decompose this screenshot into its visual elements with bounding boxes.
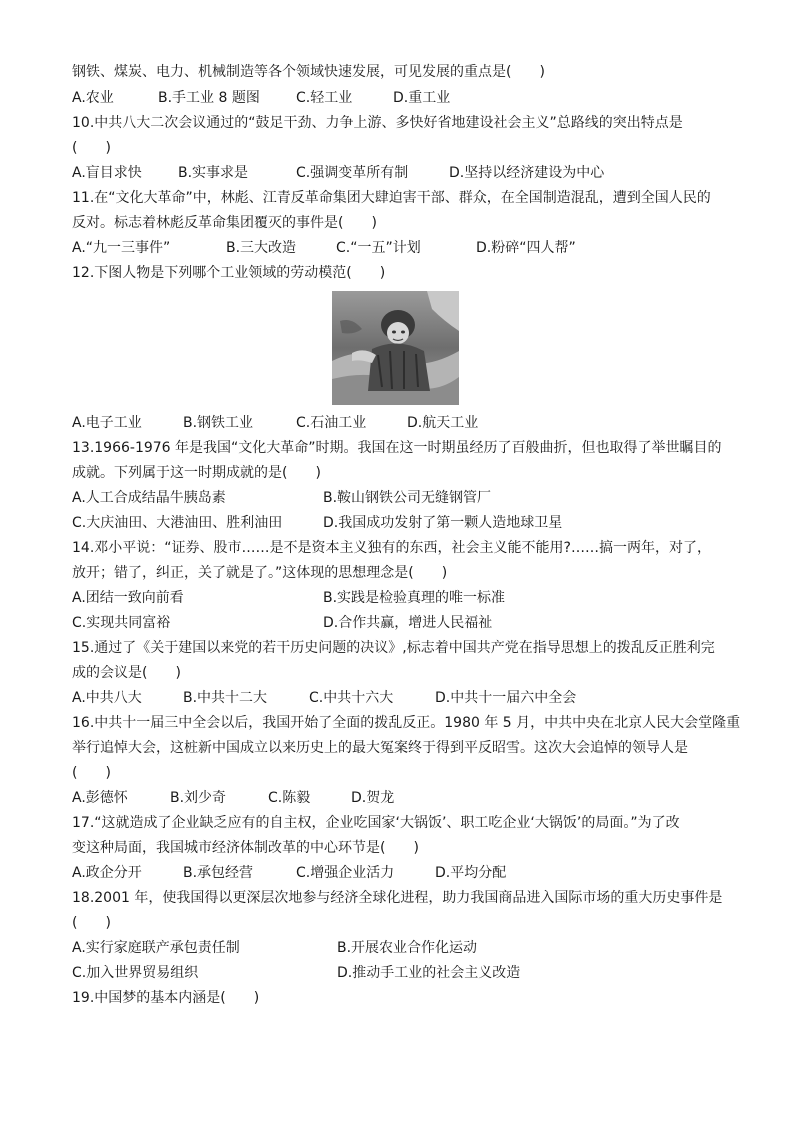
q9-option-b: B.手工业 8 题图 bbox=[158, 90, 260, 106]
q12-stem: 12.下图人物是下列哪个工业领域的劳动模范( ) bbox=[72, 265, 386, 281]
q12-option-a: A.电子工业 bbox=[72, 415, 142, 431]
q15-stem-line1: 15.通过了《关于建国以来党的若干历史问题的决议》,标志着中国共产党在指导思想上的拨乱反正胜利完 bbox=[72, 640, 715, 656]
q17-option-d: D.平均分配 bbox=[435, 865, 507, 881]
q10-stem-line1: 10.中共八大二次会议通过的“鼓足干劲、力争上游、多快好省地建设社会主义”总路线的突出特点是 bbox=[72, 115, 683, 131]
q14-stem-line2: 放开；错了，纠正，关了就是了。”这体现的思想理念是( ) bbox=[72, 565, 448, 581]
q14-option-d: D.合作共赢，增进人民福祉 bbox=[323, 615, 493, 631]
q19-stem: 19.中国梦的基本内涵是( ) bbox=[72, 990, 260, 1006]
q10-option-b: B.实事求是 bbox=[178, 165, 249, 181]
q14-option-b: B.实践是检验真理的唯一标准 bbox=[323, 590, 506, 606]
q10-option-c: C.强调变革所有制 bbox=[296, 165, 409, 181]
q17-stem-line2: 变这种局面，我国城市经济体制改革的中心环节是( ) bbox=[72, 840, 419, 856]
q18-option-d: D.推动手工业的社会主义改造 bbox=[337, 965, 521, 981]
q15-option-d: D.中共十一届六中全会 bbox=[435, 690, 577, 706]
q9-option-c: C.轻工业 bbox=[296, 90, 353, 106]
q17-option-c: C.增强企业活力 bbox=[296, 865, 395, 881]
q11-option-a: A.“九一三事件” bbox=[72, 240, 171, 256]
q12-option-d: D.航天工业 bbox=[407, 415, 479, 431]
q17-option-a: A.政企分开 bbox=[72, 865, 142, 881]
q11-stem-line2: 反对。标志着林彪反革命集团覆灭的事件是( ) bbox=[72, 215, 377, 231]
q13-stem-line2: 成就。下列属于这一时期成就的是( ) bbox=[72, 465, 321, 481]
q16-stem-line1: 16.中共十一届三中全会以后，我国开始了全面的拨乱反正。1980 年 5 月，中共中央在北京人民大会堂隆重 bbox=[72, 715, 741, 731]
q13-option-c: C.大庆油田、大港油田、胜利油田 bbox=[72, 515, 283, 531]
q15-stem-line2: 成的会议是( ) bbox=[72, 665, 181, 681]
q16-option-d: D.贺龙 bbox=[351, 790, 395, 806]
q18-stem-line2: ( ) bbox=[72, 915, 111, 931]
q14-option-a: A.团结一致向前看 bbox=[72, 590, 184, 606]
q18-option-c: C.加入世界贸易组织 bbox=[72, 965, 199, 981]
q17-option-b: B.承包经营 bbox=[183, 865, 254, 881]
q15-option-a: A.中共八大 bbox=[72, 690, 142, 706]
q12-option-b: B.钢铁工业 bbox=[183, 415, 254, 431]
q14-option-c: C.实现共同富裕 bbox=[72, 615, 171, 631]
q16-option-a: A.彭德怀 bbox=[72, 790, 128, 806]
q15-option-b: B.中共十二大 bbox=[183, 690, 268, 706]
q11-option-d: D.粉碎“四人帮” bbox=[476, 240, 576, 256]
q16-stem-line2: 举行追悼大会，这桩新中国成立以来历史上的最大冤案终于得到平反昭雪。这次大会追悼的领导人是 bbox=[72, 740, 688, 756]
q18-option-a: A.实行家庭联产承包责任制 bbox=[72, 940, 240, 956]
q13-option-b: B.鞍山钢铁公司无缝钢管厂 bbox=[323, 490, 492, 506]
q14-stem-line1: 14.邓小平说：“证券、股市……是不是资本主义独有的东西，社会主义能不能用?……搞一两年，对了， bbox=[72, 540, 711, 556]
q13-option-d: D.我国成功发射了第一颗人造地球卫星 bbox=[323, 515, 563, 531]
q18-option-b: B.开展农业合作化运动 bbox=[337, 940, 478, 956]
q9-option-d: D.重工业 bbox=[393, 90, 451, 106]
q16-option-b: B.刘少奇 bbox=[170, 790, 227, 806]
q11-option-b: B.三大改造 bbox=[226, 240, 297, 256]
q9-stem: 钢铁、煤炭、电力、机械制造等各个领域快速发展，可见发展的重点是( ) bbox=[72, 64, 545, 80]
q17-stem-line1: 17.“这就造成了企业缺乏应有的自主权，企业吃国家‘大锅饭’、职工吃企业‘大锅饭’的局面。”为了改 bbox=[72, 815, 680, 831]
q15-option-c: C.中共十六大 bbox=[309, 690, 394, 706]
q16-option-c: C.陈毅 bbox=[268, 790, 311, 806]
q13-option-a: A.人工合成结晶牛胰岛素 bbox=[72, 490, 226, 506]
labor-model-photo bbox=[332, 291, 459, 405]
q10-option-d: D.坚持以经济建设为中心 bbox=[449, 165, 605, 181]
q9-option-a: A.农业 bbox=[72, 90, 114, 106]
labor-model-photo-image bbox=[332, 291, 459, 405]
q10-option-a: A.盲目求快 bbox=[72, 165, 142, 181]
q11-option-c: C.“一五”计划 bbox=[336, 240, 421, 256]
q16-stem-line3: ( ) bbox=[72, 765, 111, 781]
q12-option-c: C.石油工业 bbox=[296, 415, 367, 431]
q18-stem-line1: 18.2001 年，使我国得以更深层次地参与经济全球化进程，助力我国商品进入国际市场的重大历史事件是 bbox=[72, 890, 723, 906]
q13-stem-line1: 13.1966-1976 年是我国“文化大革命”时期。我国在这一时期虽经历了百般曲折，但也取得了举世瞩目的 bbox=[72, 440, 722, 456]
q11-stem-line1: 11.在“文化大革命”中，林彪、江青反革命集团大肆迫害干部、群众，在全国制造混乱，遭到全国人民的 bbox=[72, 190, 711, 206]
q10-stem-line2: ( ) bbox=[72, 140, 111, 156]
